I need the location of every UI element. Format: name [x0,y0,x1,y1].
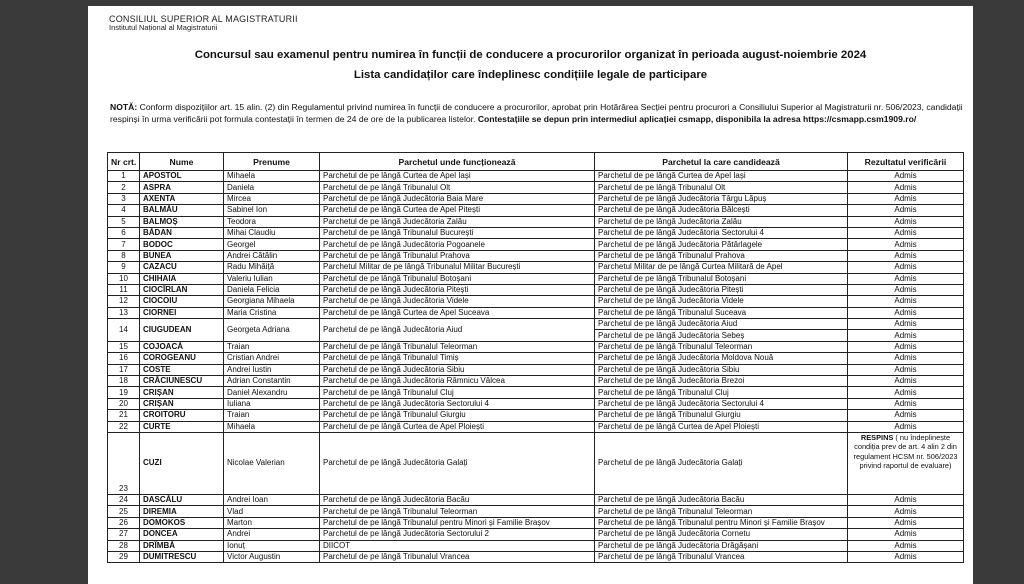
verification-result: Admis [848,410,964,421]
target-office: Parchetul de pe lângă Tribunalul Botoșani [595,273,848,284]
candidate-first-name: Marton [224,517,320,528]
verification-result: Admis [848,171,964,182]
candidates-table [107,152,964,563]
row-number: 5 [108,216,140,227]
verification-result: Admis [848,250,964,261]
table-row [108,506,964,517]
table-row [108,171,964,182]
row-number: 11 [108,284,140,295]
table-row [108,529,964,540]
candidate-surname: CUZI [140,432,224,494]
candidate-surname: CHIHAIA [140,273,224,284]
target-office: Parchetul de pe lângă Tribunalul pentru Minori și Familie Brașov [595,517,848,528]
verification-result: Admis [848,205,964,216]
verification-result: Admis [848,353,964,364]
verification-result: Admis [848,227,964,238]
table-row [108,540,964,551]
column-header-parchet-candideaza: Parchetul la care candidează [595,153,848,171]
row-number: 3 [108,193,140,204]
row-number: 1 [108,171,140,182]
verification-result: Admis [848,551,964,562]
table-row [108,341,964,352]
target-office: Parchetul de pe lângă Judecătoria Moldova Nouă [595,353,848,364]
current-office: Parchetul de pe lângă Tribunalul București [320,227,595,238]
candidate-surname: CAZACU [140,262,224,273]
target-office: Parchetul de pe lângă Judecătoria Târgu Lăpuș [595,193,848,204]
document-title: Concursul sau examenul pentru numirea în funcții de conducere a procurorilor organizat în perioada august-noiembrie 2024 [194,49,867,61]
candidate-surname: ASPRA [140,182,224,193]
candidate-first-name: Traian [224,410,320,421]
current-office: Parchetul de pe lângă Tribunalul Cluj [320,387,595,398]
verification-result: Admis [848,182,964,193]
row-number: 29 [108,551,140,562]
candidate-surname: CRIȘAN [140,398,224,409]
target-office: Parchetul de pe lângă Judecătoria Bălcești [595,205,848,216]
current-office: Parchetul de pe lângă Tribunalul Timiș [320,353,595,364]
verification-result: Admis [848,307,964,318]
verification-result: Admis [848,193,964,204]
candidate-first-name: Mihaela [224,171,320,182]
candidate-surname: COSTE [140,364,224,375]
row-number: 4 [108,205,140,216]
candidate-first-name: Traian [224,341,320,352]
row-number: 7 [108,239,140,250]
institution-name: CONSILIUL SUPERIOR AL MAGISTRATURII [109,14,298,24]
candidate-surname: DIREMIA [140,506,224,517]
candidate-surname: CROITORU [140,410,224,421]
table-row [108,227,964,238]
respins-label: RESPINS [860,432,894,442]
row-number: 17 [108,364,140,375]
verification-result: Admis [848,330,964,341]
candidate-first-name: Radu Mihăiță [224,262,320,273]
current-office: Parchetul de pe lângă Judecătoria Pitești [320,284,595,295]
candidate-first-name: Mihai Claudiu [224,227,320,238]
table-row [108,205,964,216]
candidate-first-name: Teodora [224,216,320,227]
row-number: 13 [108,307,140,318]
row-number: 6 [108,227,140,238]
candidate-first-name: Victor Augustin [224,551,320,562]
row-number: 12 [108,296,140,307]
row-number: 9 [108,262,140,273]
note-paragraph [110,101,965,125]
table-row [108,262,964,273]
row-number: 20 [108,398,140,409]
candidate-surname: BODOC [140,239,224,250]
target-office: Parchetul de pe lângă Judecătoria Aiud [595,319,848,330]
candidate-first-name: Ionuț [224,540,320,551]
candidate-surname: DASCĂLU [140,494,224,505]
candidate-first-name: Sabinel Ion [224,205,320,216]
candidate-first-name: Daniela Felicia [224,284,320,295]
current-office: Parchetul de pe lângă Curtea de Apel Iași [320,171,595,182]
current-office: Parchetul de pe lângă Judecătoria Râmnicu Vâlcea [320,376,595,387]
candidate-surname: CIOCOIU [140,296,224,307]
row-number: 10 [108,273,140,284]
table-row [108,273,964,284]
target-office: Parchetul de pe lângă Judecătoria Sectorului 4 [595,398,848,409]
document-subtitle: Lista candidaților care îndeplinesc condițiile legale de participare [353,69,708,81]
current-office: Parchetul de pe lângă Tribunalul Olt [320,182,595,193]
candidate-first-name: Georgel [224,239,320,250]
target-office: Parchetul de pe lângă Judecătoria Zalău [595,216,848,227]
table-row [108,353,964,364]
candidate-first-name: Vlad [224,506,320,517]
target-office: Parchetul de pe lângă Judecătoria Sectorului 4 [595,227,848,238]
column-header-nr: Nr crt. [108,153,140,171]
target-office: Parchetul de pe lângă Tribunalul Teleorman [595,506,848,517]
target-office: Parchetul de pe lângă Curtea de Apel Iași [595,171,848,182]
verification-result: Admis [848,284,964,295]
current-office: Parchetul de pe lângă Judecătoria Aiud [320,319,595,342]
target-office: Parchetul Militar de pe lângă Curtea Militară de Apel [595,262,848,273]
verification-result: Admis [848,239,964,250]
candidate-surname: CIORNEI [140,307,224,318]
current-office: Parchetul de pe lângă Judecătoria Baia Mare [320,193,595,204]
candidate-first-name: Cristian Andrei [224,353,320,364]
target-office: Parchetul de pe lângă Judecătoria Galați [595,432,848,494]
candidate-surname: BUNEA [140,250,224,261]
document-page [88,6,973,584]
candidate-first-name: Daniela [224,182,320,193]
candidate-first-name: Nicolae Valerian [224,432,320,494]
verification-result: Admis [848,540,964,551]
current-office: Parchetul de pe lângă Tribunalul Prahova [320,250,595,261]
column-header-nume: Nume [140,153,224,171]
note-bold-text: Contestațiile se depun prin intermediul aplicației csmapp, disponibila la adresa https://csmapp.csm1909.ro/ [477,114,917,124]
verification-result: Admis [848,364,964,375]
row-number: 14 [108,319,140,342]
candidate-surname: DOMOKOS [140,517,224,528]
column-header-rezultat: Rezultatul verificării [848,153,964,171]
table-row [108,216,964,227]
candidate-first-name: Iuliana [224,398,320,409]
current-office: Parchetul de pe lângă Judecătoria Sibiu [320,364,595,375]
note-text: Conform dispozițiilor art. 15 alin. (2) din Regulamentul privind numirea în funcții de conducere a procurorilor, aprobat prin Hotărârea Secției pentru procurori a Consiliului Superior al Magistraturii nr. 506/2023, candidații respinși în urma verificării pot formula contestații în termen de 24 de ore de la publicarea listelor. [110,102,963,124]
row-number: 27 [108,529,140,540]
table-row [108,250,964,261]
target-office: Parchetul de pe lângă Tribunalul Vrancea [595,551,848,562]
row-number: 19 [108,387,140,398]
candidate-first-name: Valeriu Iulian [224,273,320,284]
target-office: Parchetul de pe lângă Judecătoria Bacău [595,494,848,505]
table-row [108,364,964,375]
table-body [108,171,964,563]
verification-result: Admis [848,216,964,227]
row-number: 28 [108,540,140,551]
candidate-first-name: Andrei [224,529,320,540]
verification-result: Admis [848,398,964,409]
target-office: Parchetul de pe lângă Judecătoria Drăgășani [595,540,848,551]
current-office: Parchetul de pe lângă Tribunalul Teleorman [320,506,595,517]
candidate-surname: CIOCÎRLAN [140,284,224,295]
row-number: 8 [108,250,140,261]
candidate-first-name: Adrian Constantin [224,376,320,387]
target-office: Parchetul de pe lângă Judecătoria Sebeș [595,330,848,341]
current-office: Parchetul Militar de pe lângă Tribunalul Militar București [320,262,595,273]
candidate-first-name: Maria Cristina [224,307,320,318]
target-office: Parchetul de pe lângă Tribunalul Prahova [595,250,848,261]
current-office: DIICOT [320,540,595,551]
verification-result [848,432,964,494]
table-row [108,387,964,398]
current-office: Parchetul de pe lângă Judecătoria Sectorului 2 [320,529,595,540]
table-row [108,319,964,330]
current-office: Parchetul de pe lângă Tribunalul pentru Minori și Familie Brașov [320,517,595,528]
candidate-surname: CIUGUDEAN [140,319,224,342]
candidate-surname: COROGEANU [140,353,224,364]
institution-subname: Institutul Național al Magistraturii [109,23,218,32]
table-row [108,410,964,421]
candidate-surname: CRIȘAN [140,387,224,398]
candidate-first-name: Mihaela [224,421,320,432]
row-number: 25 [108,506,140,517]
row-number: 24 [108,494,140,505]
target-office: Parchetul de pe lângă Tribunalul Giurgiu [595,410,848,421]
target-office: Parchetul de pe lângă Judecătoria Cornetu [595,529,848,540]
target-office: Parchetul de pe lângă Judecătoria Pitești [595,284,848,295]
candidate-surname: BALMOȘ [140,216,224,227]
verification-result: Admis [848,506,964,517]
verification-result: Admis [848,494,964,505]
current-office: Parchetul de pe lângă Judecătoria Sectorului 4 [320,398,595,409]
target-office: Parchetul de pe lângă Curtea de Apel Ploiești [595,421,848,432]
current-office: Parchetul de pe lângă Judecătoria Pogoanele [320,239,595,250]
table-row [108,421,964,432]
current-office: Parchetul de pe lângă Judecătoria Videle [320,296,595,307]
candidate-surname: BALMĂU [140,205,224,216]
current-office: Parchetul de pe lângă Curtea de Apel Pitești [320,205,595,216]
verification-result: Admis [848,319,964,330]
table-header-row [108,153,964,171]
note-label: NOTĂ: [110,102,138,112]
row-number: 22 [108,421,140,432]
target-office: Parchetul de pe lângă Judecătoria Pătârlagele [595,239,848,250]
table-row [108,193,964,204]
row-number: 23 [108,432,140,494]
column-header-parchet-unde: Parchetul unde funcționează [320,153,595,171]
table-row [108,517,964,528]
candidate-surname: DUMITRESCU [140,551,224,562]
row-number: 26 [108,517,140,528]
current-office: Parchetul de pe lângă Curtea de Apel Ploiești [320,421,595,432]
respins-reason: ( nu îndeplinește condiția prev de art. 4 alin 2 din regulament HCSM nr. 506/2023 privind raportul de evaluare) [853,432,958,471]
table-row [108,432,964,494]
candidate-surname: AXENTA [140,193,224,204]
row-number: 2 [108,182,140,193]
row-number: 18 [108,376,140,387]
verification-result: Admis [848,529,964,540]
candidate-surname: BĂDAN [140,227,224,238]
verification-result: Admis [848,341,964,352]
column-header-prenume: Prenume [224,153,320,171]
verification-result: Admis [848,262,964,273]
verification-result: Admis [848,296,964,307]
current-office: Parchetul de pe lângă Judecătoria Galați [320,432,595,494]
candidate-first-name: Andrei Cătălin [224,250,320,261]
target-office: Parchetul de pe lângă Judecătoria Videle [595,296,848,307]
table-row [108,398,964,409]
target-office: Parchetul de pe lângă Tribunalul Olt [595,182,848,193]
current-office: Parchetul de pe lângă Judecătoria Bacău [320,494,595,505]
table-row [108,182,964,193]
target-office: Parchetul de pe lângă Judecătoria Brezoi [595,376,848,387]
table-row [108,307,964,318]
target-office: Parchetul de pe lângă Tribunalul Teleorman [595,341,848,352]
row-number: 16 [108,353,140,364]
candidate-surname: DONCEA [140,529,224,540]
candidate-first-name: Daniel Alexandru [224,387,320,398]
target-office: Parchetul de pe lângă Tribunalul Cluj [595,387,848,398]
candidate-first-name: Georgeta Adriana [224,319,320,342]
verification-result: Admis [848,376,964,387]
row-number: 15 [108,341,140,352]
candidate-first-name: Mircea [224,193,320,204]
target-office: Parchetul de pe lângă Tribunalul Suceava [595,307,848,318]
candidate-first-name: Andrei Ioan [224,494,320,505]
candidate-surname: CRĂCIUNESCU [140,376,224,387]
candidate-surname: COJOACĂ [140,341,224,352]
current-office: Parchetul de pe lângă Tribunalul Vrancea [320,551,595,562]
verification-result: Admis [848,387,964,398]
table-row [108,494,964,505]
candidate-first-name: Georgiana Mihaela [224,296,320,307]
verification-result: Admis [848,421,964,432]
table-row [108,284,964,295]
candidate-first-name: Andrei Iustin [224,364,320,375]
row-number: 21 [108,410,140,421]
current-office: Parchetul de pe lângă Tribunalul Botoșani [320,273,595,284]
current-office: Parchetul de pe lângă Curtea de Apel Suceava [320,307,595,318]
current-office: Parchetul de pe lângă Judecătoria Zalău [320,216,595,227]
candidate-surname: CURTE [140,421,224,432]
current-office: Parchetul de pe lângă Tribunalul Giurgiu [320,410,595,421]
candidate-surname: DRÎMBĂ [140,540,224,551]
table-row [108,239,964,250]
candidate-surname: APOSTOL [140,171,224,182]
table-row [108,296,964,307]
current-office: Parchetul de pe lângă Tribunalul Teleorman [320,341,595,352]
verification-result: Admis [848,517,964,528]
table-row [108,376,964,387]
table-row [108,551,964,562]
target-office: Parchetul de pe lângă Judecătoria Sibiu [595,364,848,375]
verification-result: Admis [848,273,964,284]
